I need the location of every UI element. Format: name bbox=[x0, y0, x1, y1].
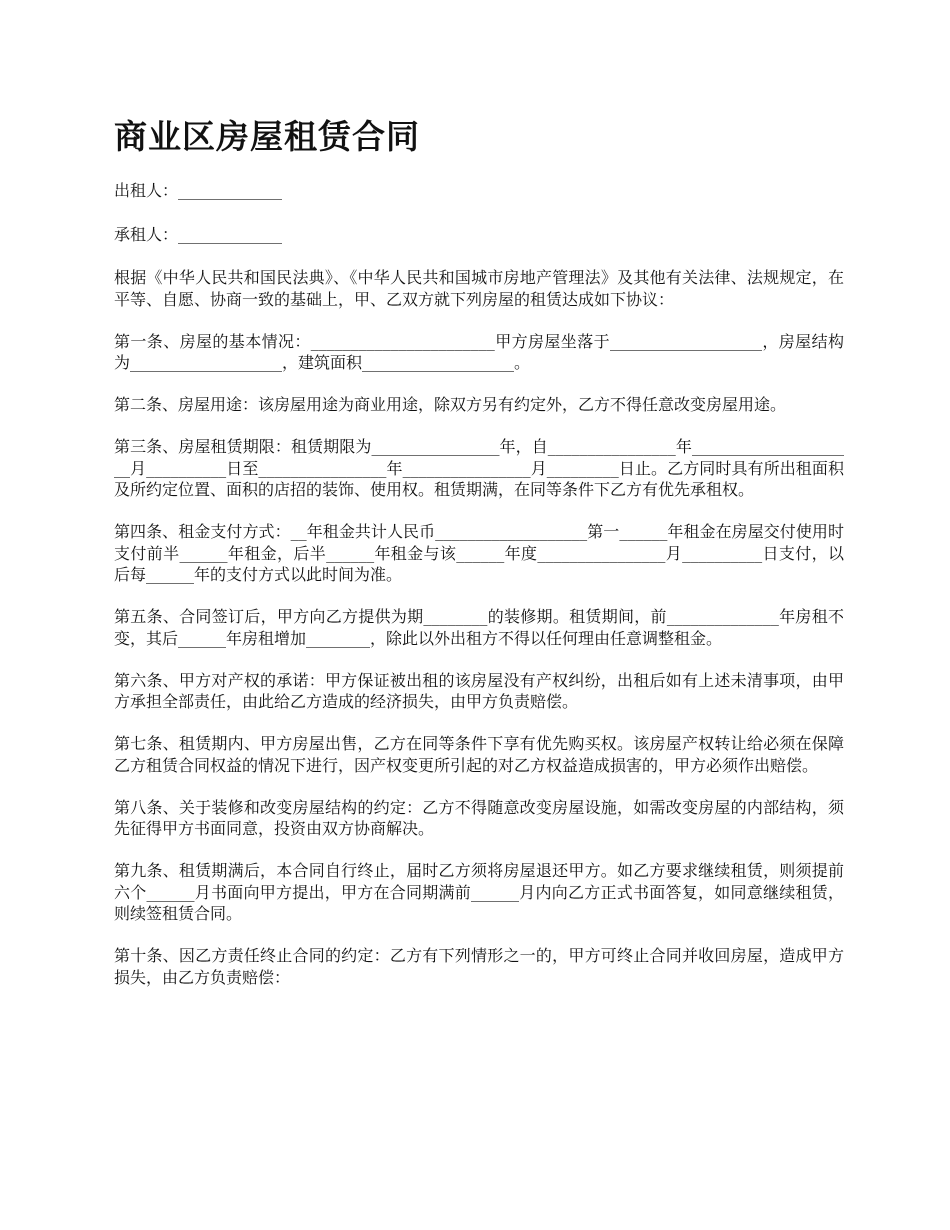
article-9-paragraph: 第九条、租赁期满后，本合同自行终止，届时乙方须将房屋退还甲方。如乙方要求继续租赁，则须提前六个______月书面向甲方提出，甲方在合同期满前______月内向乙方正式书面答复，如同意继续租赁，则续签租赁合同。 bbox=[114, 861, 844, 923]
article-8-paragraph: 第八条、关于装修和改变房屋结构的约定：乙方不得随意改变房屋设施，如需改变房屋的内部结构，须先征得甲方书面同意，投资由双方协商解决。 bbox=[114, 797, 844, 838]
article-10-paragraph: 第十条、因乙方责任终止合同的约定：乙方有下列情形之一的，甲方可终止合同并收回房屋，造成甲方损失，由乙方负责赔偿： bbox=[114, 946, 844, 987]
preamble-paragraph: 根据《中华人民共和国民法典》、《中华人民共和国城市房地产管理法》及其他有关法律、法规规定，在平等、自愿、协商一致的基础上，甲、乙双方就下列房屋的租赁达成如下协议： bbox=[114, 268, 844, 309]
article-7-paragraph: 第七条、租赁期内、甲方房屋出售，乙方在同等条件下享有优先购买权。该房屋产权转让给必须在保障乙方租赁合同权益的情况下进行，因产权变更所引起的对乙方权益造成损害的，甲方必须作出赔偿。 bbox=[114, 734, 844, 775]
article-6-paragraph: 第六条、甲方对产权的承诺：甲方保证被出租的该房屋没有产权纠纷，出租后如有上述未清事项，由甲方承担全部责任，由此给乙方造成的经济损失，由甲方负责赔偿。 bbox=[114, 670, 844, 711]
article-5-paragraph: 第五条、合同签订后，甲方向乙方提供为期________的装修期。租赁期间，前______________年房租不变，其后______年房租增加________，除此以外出租方不得以任何理由任意调整租金。 bbox=[114, 607, 844, 648]
article-1-paragraph: 第一条、房屋的基本情况：_______________________甲方房屋坐落于___________________，房屋结构为___________________，建筑面积___________________。 bbox=[114, 331, 844, 372]
lessor-line: 出租人：_____________ bbox=[114, 181, 283, 200]
article-3-paragraph: 第三条、房屋租赁期限：租赁期限为________________年，自________________年_____________________月__________日至________________年________________月_________日止。乙方同时具有所出租面积及所约定位置、面积的店招的装饰、使用权。租赁期满，在同等条件下乙方有优先承租权。 bbox=[114, 437, 844, 499]
article-2-paragraph: 第二条、房屋用途：该房屋用途为商业用途，除双方另有约定外，乙方不得任意改变房屋用途。 bbox=[114, 395, 787, 414]
lessee-line: 承租人：_____________ bbox=[114, 224, 283, 244]
document-title: 商业区房屋租赁合同 bbox=[114, 117, 420, 156]
article-4-paragraph: 第四条、租金支付方式：__年租金共计人民币___________________第一______年租金在房屋交付使用时支付前半______年租金，后半______年租金与该______年度________________月__________日支付，以后每______年的支付方式以此时间为准。 bbox=[114, 522, 844, 584]
contract-page bbox=[114, 112, 844, 1009]
